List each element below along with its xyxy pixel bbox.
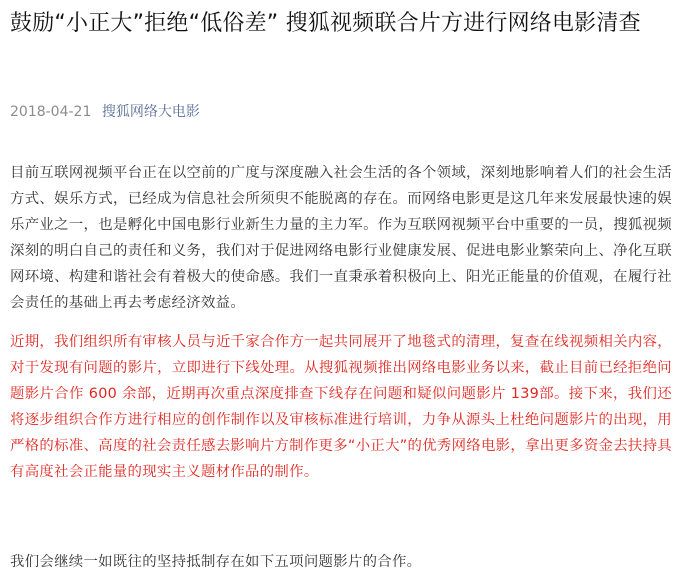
paragraph-highlighted: 近期，我们组织所有审核人员与近千家合作方一起共同展开了地毯式的清理，复查在线视频相关内容，对于发现有问题的影片，立即进行下线处理。从搜狐视频推出网络电影业务以来，截止目前已经拒绝问题影片合作 600 余部，近期再次重点深度排查下线存在问题和疑似问题影片 139部。接下来，我们还将逐步组织合作方进行相应的创作制作以及审核标准进行培训，力争从源头上杜绝问题影片的出现，用严格的标准、高度的社会责任感去影响片方制作更多“小正大”的优秀网络电影，拿出更多资金去扶持具有高度社会正能量的现实主义题材作品的制作。 [10,334,672,480]
article-title: 鼓励“小正大”拒绝“低俗差” 搜狐视频联合片方进行网络电影清查 [10,11,641,36]
publish-date: 2018-04-21 [10,104,92,120]
paragraph-intro: 目前互联网视频平台正在以空前的广度与深度融入社会生活的各个领域，深刻地影响着人们的社会生活方式、娱乐方式，已经成为信息社会所须臾不能脱离的存在。而网络电影更是这几年来发展最快速的娱乐产业之一，也是孵化中国电影行业新生力量的主力军。作为互联网视频平台中重要的一员，搜狐视频深刻的明白自己的责任和义务，我们对于促进网络电影行业健康发展、促进电影业繁荣向上、净化互联网环境、构建和谐社会有着极大的使命感。我们一直秉承着积极向上、阳光正能量的价值观，在履行社会责任的基础上再去考虑经济效益。 [10,165,672,311]
article-meta [10,102,200,122]
source-account-link[interactable]: 搜狐网络大电影 [101,104,200,120]
paragraph-closing: 我们会继续一如既往的坚持抵制存在如下五项问题影片的合作。 [10,554,422,570]
